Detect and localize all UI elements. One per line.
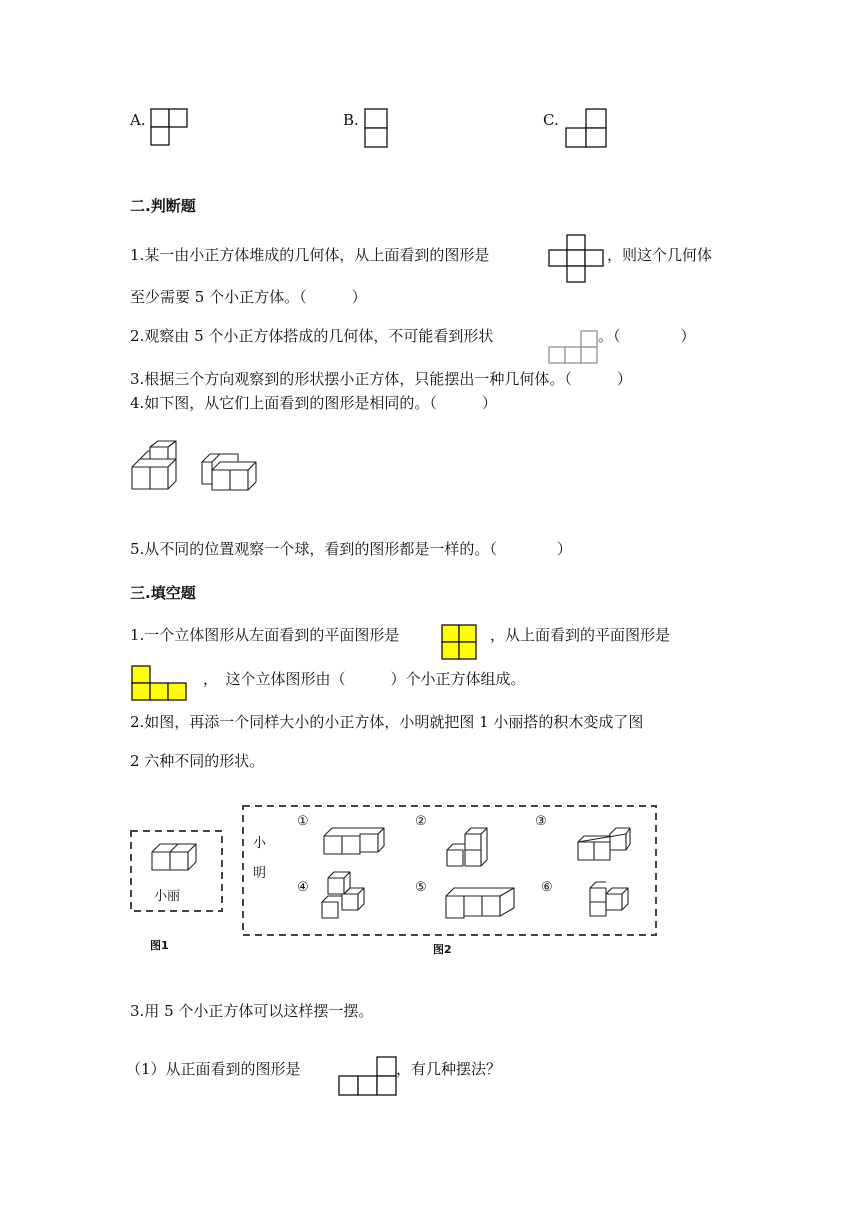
- s3-q1-left-view-figure: [441, 624, 479, 662]
- s2-q1-text-b: ，则这个几何体: [607, 246, 713, 264]
- option-a-label: A.: [130, 111, 146, 129]
- s3-q2-line1: 2.如图，再添一个同样大小的小正方体，小明就把图 1 小丽搭的积木变成了图: [130, 713, 644, 731]
- section-2-title: 二.判断题: [130, 197, 196, 215]
- option-a-figure: [150, 108, 190, 150]
- s3-q3-front-view-figure: [338, 1056, 400, 1098]
- s2-q3: 3.根据三个方向观察到的形状摆小正方体，只能摆出一种几何体。（ ）: [130, 370, 632, 388]
- figure-2-name-2: 明: [253, 866, 267, 881]
- s2-q1-cross-figure: [548, 234, 608, 284]
- figure-2-name-1: 小: [253, 836, 267, 851]
- s2-q2-shape-figure: [548, 330, 600, 364]
- s3-q3-sub1-text-a: （1）从正面看到的图形是: [126, 1060, 301, 1078]
- circled-6: ⑥: [541, 880, 553, 895]
- s3-q1-text-b: ，从上面看到的平面图形是: [490, 626, 671, 644]
- s2-q4-solid-left: [130, 445, 190, 495]
- fig2-shape-1: [322, 824, 386, 858]
- figure-1-label: 小丽: [154, 889, 181, 904]
- s3-q1-text-c: ， 这个立体图形由（ ）个小正方体组成。: [203, 670, 526, 688]
- fig2-shape-6: [588, 880, 632, 920]
- option-c-label: C.: [543, 111, 559, 129]
- section-3-title: 三.填空题: [130, 584, 196, 602]
- fig2-shape-2: [445, 826, 493, 870]
- s3-q1-text-a: 1.一个立体图形从左面看到的平面图形是: [130, 626, 400, 644]
- fig2-shape-4: [320, 872, 370, 924]
- option-b-label: B.: [343, 111, 359, 129]
- fig2-shape-5: [444, 886, 520, 922]
- fig2-shape-3: [576, 826, 632, 866]
- s2-q4-solid-right: [200, 450, 262, 496]
- s3-q3: 3.用 5 个小正方体可以这样摆一摆。: [130, 1002, 374, 1020]
- option-c-figure: [565, 108, 609, 150]
- s2-q5: 5.从不同的位置观察一个球，看到的图形都是一样的。（ ）: [130, 540, 572, 558]
- circled-2: ②: [415, 814, 427, 829]
- circled-5: ⑤: [415, 880, 427, 895]
- s3-q3-sub1-text-b: ，有几种摆法？: [396, 1060, 502, 1078]
- s2-q4: 4.如下图，从它们上面看到的图形是相同的。（ ）: [130, 394, 497, 412]
- figure-2-caption: 图2: [433, 943, 452, 956]
- figure-1-caption: 图1: [150, 939, 169, 952]
- circled-1: ①: [297, 814, 309, 829]
- circled-4: ④: [297, 880, 309, 895]
- s2-q2-text-a: 2.观察由 5 个小正方体搭成的几何体，不可能看到形状: [130, 327, 494, 345]
- s2-q2-text-b: 。（ ）: [598, 327, 696, 345]
- s3-q2-line2: 2 六种不同的形状。: [130, 752, 265, 770]
- s3-q1-top-view-figure: [130, 664, 188, 702]
- s2-q1-line2: 至少需要 5 个小正方体。（ ）: [130, 288, 367, 306]
- circled-3: ③: [535, 814, 547, 829]
- option-b-figure: [364, 108, 390, 150]
- s2-q1-text-a: 1.某一由小正方体堆成的几何体，从上面看到的图形是: [130, 246, 490, 264]
